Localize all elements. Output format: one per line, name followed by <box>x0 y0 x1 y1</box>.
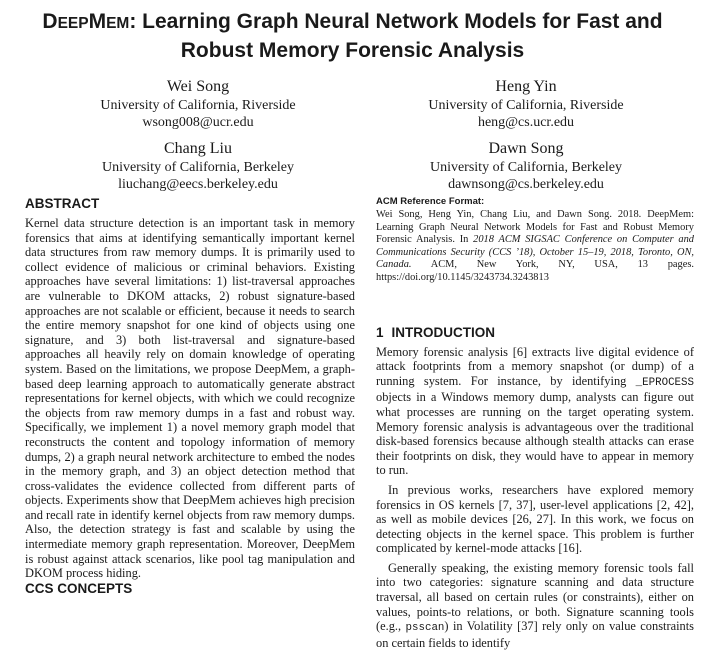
author-name: Wei Song <box>166 78 230 95</box>
intro-paragraph-1 <box>376 345 694 478</box>
introduction-heading <box>376 325 694 341</box>
author-block <box>376 138 676 193</box>
title-line-2: Robust Memory Forensic Analysis <box>180 39 525 62</box>
author-affiliation: University of California, Berkeley <box>429 160 623 175</box>
title-line-1 <box>0 8 705 37</box>
acm-reference-text <box>376 209 694 285</box>
title-smallcaps: D <box>42 10 58 33</box>
section-title: INTRODUCTION <box>391 324 496 340</box>
code-text: psscan <box>405 622 445 635</box>
paragraph-text: ) in Volatility [37] rely only on value constraints on certain fields to identify <box>376 619 694 650</box>
acm-reference-authors: Wei Song, Heng Yin, Chang Liu, and Dawn Song. 2018. DeepMem: Learning Graph Neural Network Models for Fast and Robust Memory Forensic Analysis. In <box>376 209 694 246</box>
author-affiliation: University of California, Riverside <box>428 98 624 113</box>
abstract-text: Kernel data structure detection is an important task in memory forensics that aims at identifying semantically important kernel data structures from raw memory dumps. It is primarily used to collect evidence of malicious or criminal behaviors. Existing approaches have several limitations: 1) list-traversal approaches are vulnerable to DKOM attacks, 2) robust signature-based approaches are not scalable or efficient, because it needs to search the entire memory snapshot for one kind of objects using one signature, and 3) both list-traversal and signature-based approaches all heavily rely on domain knowledge of operating system. Based on the limitations, we propose DeepMem, a graph-based deep learning approach to automatically generate abstract representations for kernel objects, with which we could recognize the objects from raw memory dumps in a fast and robust way. Specifically, we implement 1) a novel memory graph model that reconstructs the content and topology information of memory dumps, 2) a graph neural network architecture to embed the nodes in the memory graph, and 3) an object detection method that cross-validates the evidence collected from different parts of objects. Experiments show that DeepMem achieves high precision and recall rate in identify kernel objects from raw memory dumps. Also, the detection strategy is fast and scalable by using the intermediate memory graph representation. Moreover, DeepMem is robust against attack scenarios, like pool tag manipulation and DKOM process hiding. <box>25 216 355 581</box>
paragraph-text: Memory forensic analysis [6] extracts live digital evidence of attack footprints from a memory snapshot (or dump) of a running system. For instance, by identifying <box>376 344 694 388</box>
acm-reference-venue: 2018 ACM SIGSAC Conference on Computer and Communications Security (CCS ’18), October 15–19, 2018, Toronto, ON, Canada. <box>376 234 695 271</box>
right-column <box>376 196 694 650</box>
author-affiliation: University of California, Riverside <box>100 98 296 113</box>
intro-paragraph-2: In previous works, researchers have explored memory forensics in OS kernels [7, 37], user-level applications [2, 42], as well as mobile devices [26, 27]. In this work, we focus on detecting objects in the kernel space. This problem is further complicated by kernel-mode attacks [16]. <box>376 482 694 556</box>
intro-paragraph-3 <box>376 561 694 650</box>
abstract-heading: ABSTRACT <box>25 196 100 211</box>
author-email[interactable]: wsong008@ucr.edu <box>142 114 254 130</box>
author-name: Chang Liu <box>164 140 232 157</box>
title-text: : Learning Graph Neural Network Models for Fast and <box>129 10 663 33</box>
code-text: _EPROCESS <box>635 376 694 389</box>
author-block <box>48 138 348 193</box>
author-email[interactable]: heng@cs.ucr.edu <box>477 114 575 130</box>
section-number: 1 <box>376 324 384 340</box>
author-email[interactable]: dawnsong@cs.berkeley.edu <box>448 176 604 192</box>
author-block <box>376 76 676 131</box>
paragraph-text: objects in a Windows memory dump, analysts can figure out what processes are running on the target operating system. Memory forensic analysis is advantageous over the traditional disk-based forensics because although stealth attacks can erase their footprints on disk, they would have to appear in memory to run. <box>376 390 694 478</box>
ccs-heading: CCS CONCEPTS <box>25 581 133 596</box>
author-email[interactable]: liuchang@eecs.berkeley.edu <box>118 176 278 192</box>
acm-reference-doi[interactable]: ACM, New York, NY, USA, 13 pages. https://doi.org/10.1145/3243734.3243813 <box>376 259 694 283</box>
acm-reference-heading: ACM Reference Format: <box>376 196 485 207</box>
title-smallcaps: EEP <box>57 15 89 32</box>
author-name: Heng Yin <box>495 78 557 95</box>
left-column <box>25 196 355 596</box>
paper-title <box>0 8 705 64</box>
author-affiliation: University of California, Berkeley <box>101 160 295 175</box>
paragraph-text: Generally speaking, the existing memory forensic tools fall into two categories: signature scanning and data structure traversal, all based on certain rules (or constraints), either on values, points-to relations, or both. Signature scanning tools (e.g., <box>376 560 694 634</box>
title-smallcaps: EM <box>106 15 130 32</box>
author-name: Dawn Song <box>488 140 564 157</box>
author-block <box>48 76 348 131</box>
title-smallcaps: M <box>88 10 107 33</box>
